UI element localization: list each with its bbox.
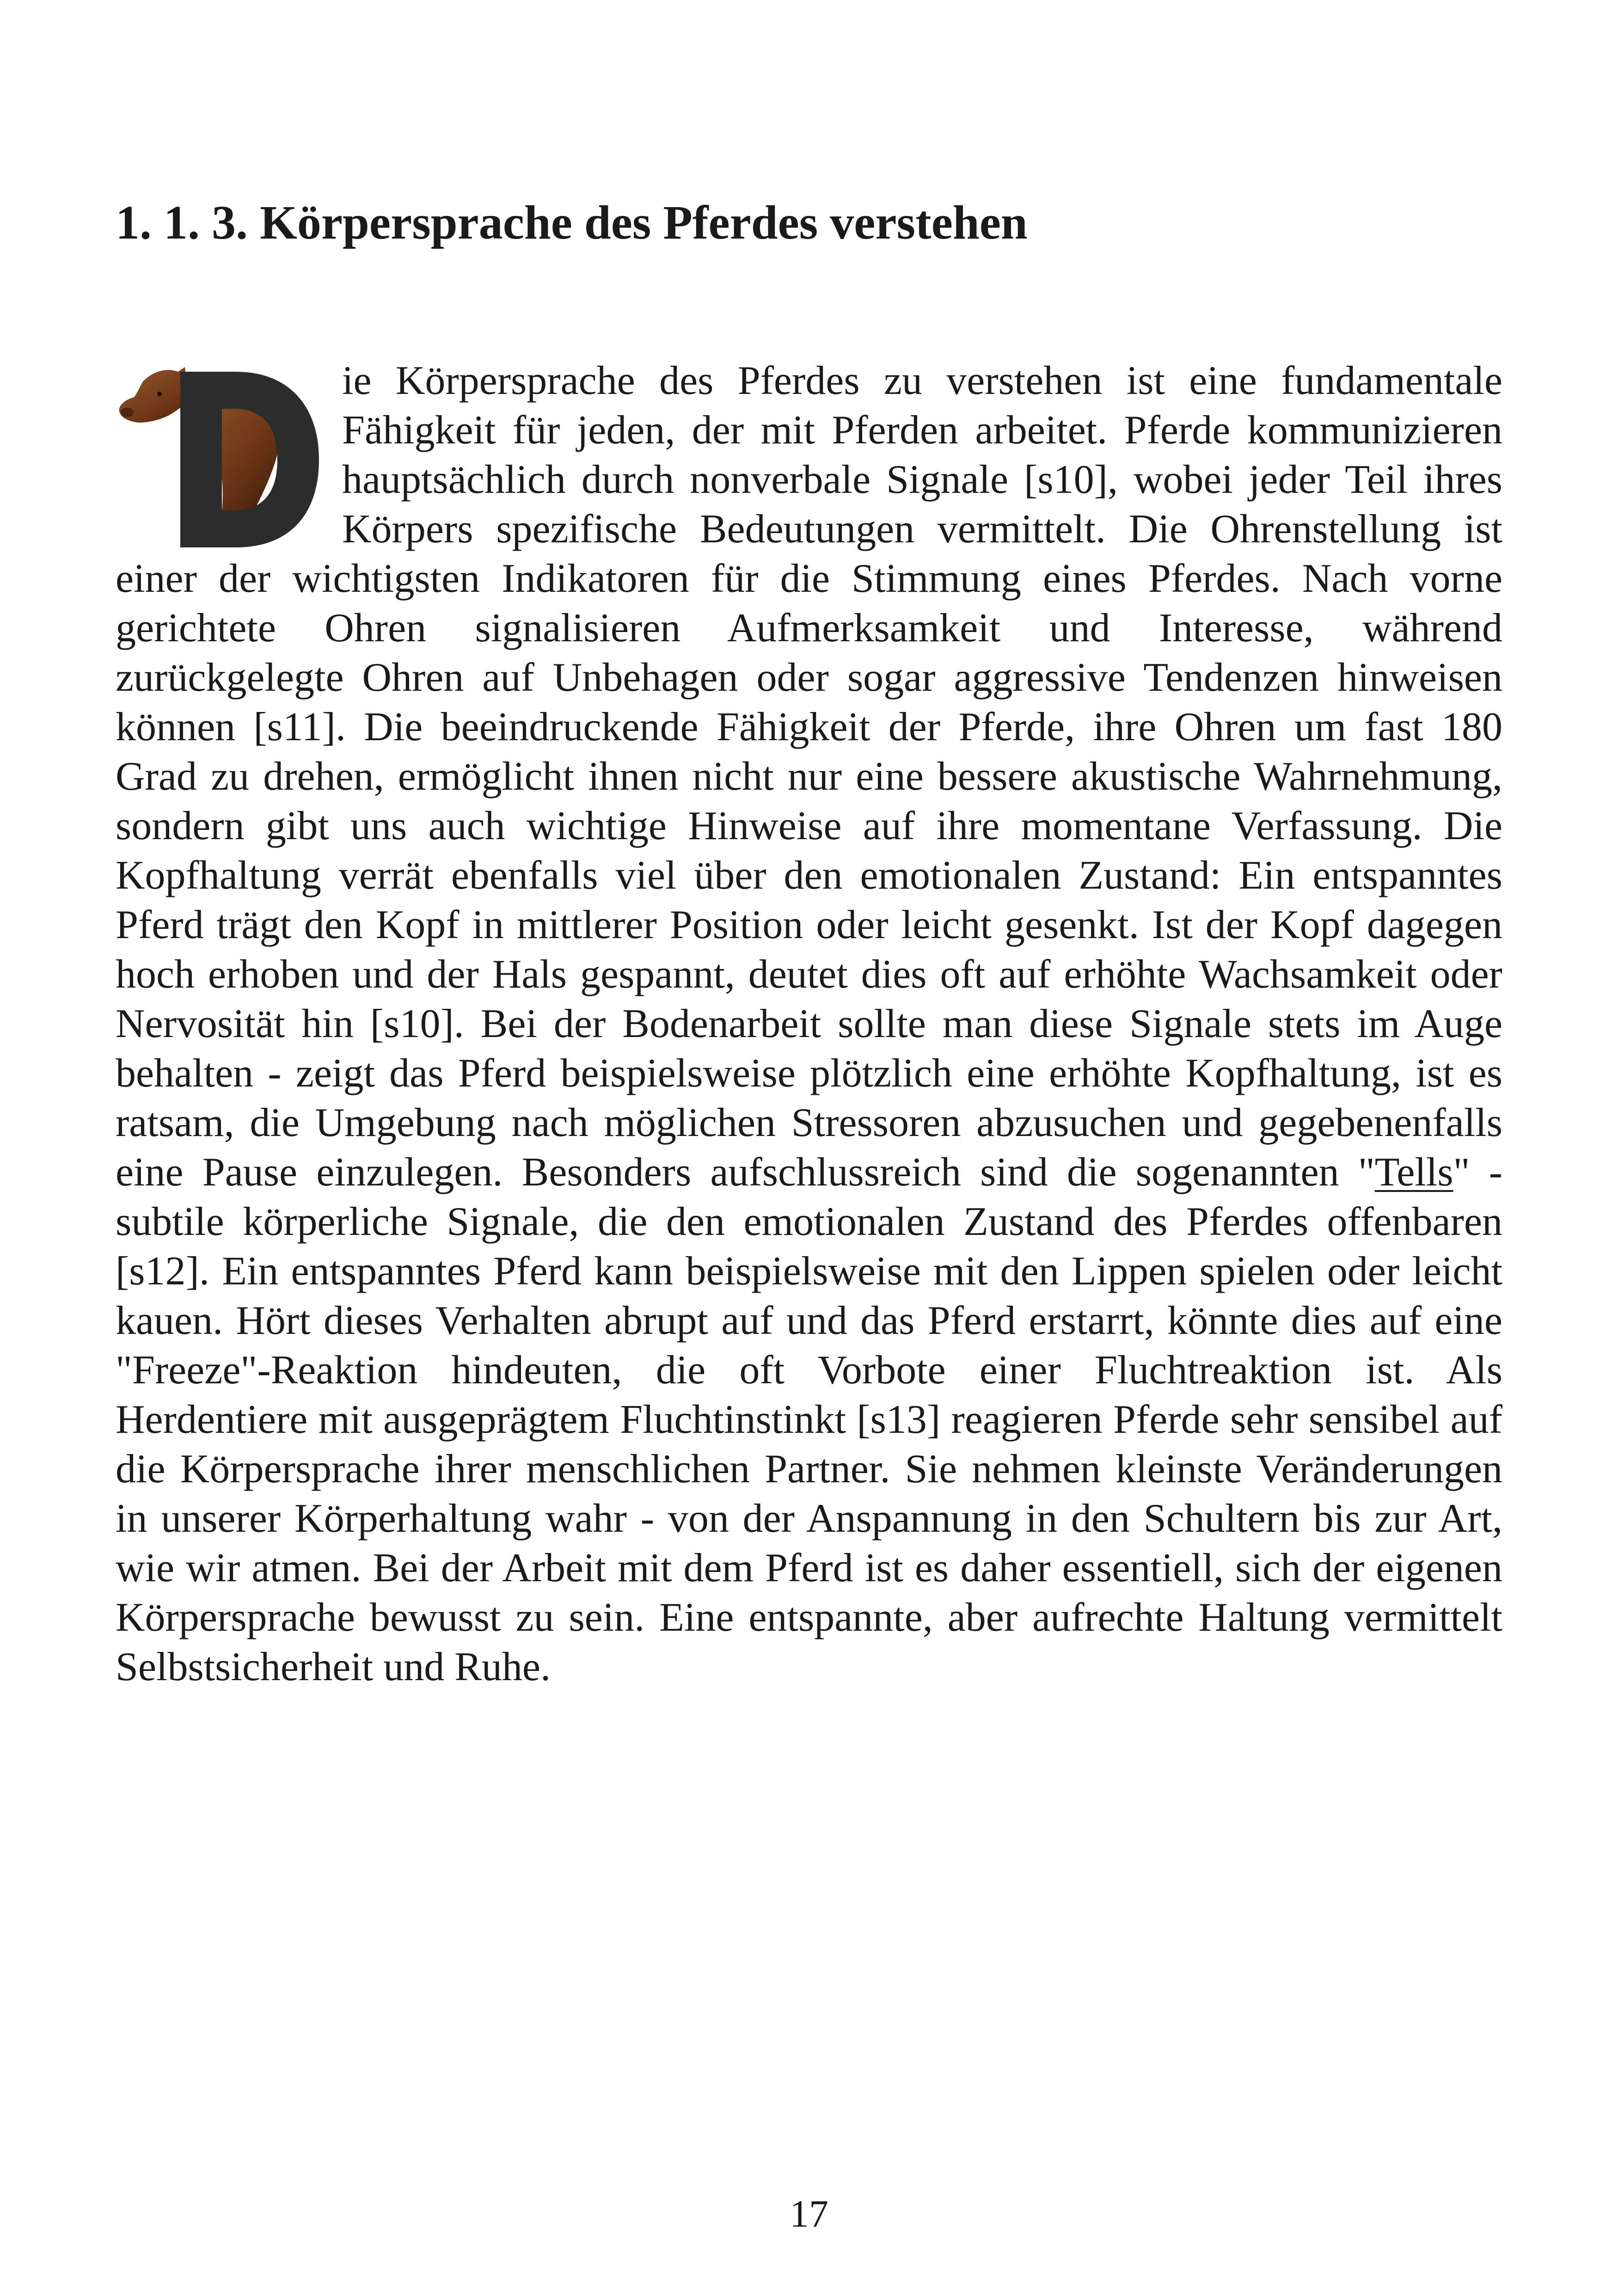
dropcap (116, 353, 333, 550)
body-paragraph (116, 356, 1502, 1692)
tells-link[interactable]: Tells (1374, 1150, 1453, 1195)
horse-icon (116, 353, 333, 550)
section-heading: 1. 1. 3. Körpersprache des Pferdes verstehen (116, 196, 1028, 249)
paragraph-text-part2: " - subtile körperliche Signale, die den emotionalen Zustand des Pferdes offenbaren [s12]. Ein entspanntes Pferd kann beispielsweise mit den Lippen spielen oder leicht kauen. Hört dieses Verhalten abrupt auf und das Pferd erstarrt, könnte dies auf eine "Freeze"-Reaktion hindeuten, die oft Vorbote einer Fluchtreaktion ist. Als Herdentiere mit ausgeprägtem Fluchtinstinkt [s13] reagieren Pferde sehr sensibel auf die Körpersprache ihrer menschlichen Partner. Sie nehmen kleinste Veränderungen in unserer Körperhaltung wahr - von der Anspannung in den Schultern bis zur Art, wie wir atmen. Bei der Arbeit mit dem Pferd ist es daher essentiell, sich der eigenen Körpersprache bewusst zu sein. Eine entspannte, aber aufrechte Haltung vermittelt Selbstsicherheit und Ruhe. (116, 1150, 1502, 1689)
paragraph-text-part1: ie Körpersprache des Pferdes zu verstehen ist eine fundamentale Fähigkeit für jeden, der mit Pferden arbeitet. Pferde kommunizieren hauptsächlich durch nonverbale Signale [s10], wobei jeder Teil ihres Körpers spezifische Bedeutungen vermittelt. Die Ohrenstellung ist einer der wichtigsten Indikatoren für die Stimmung eines Pferdes. Nach vorne gerichtete Ohren signalisieren Aufmerksamkeit und Interesse, während zurückgelegte Ohren auf Unbehagen oder sogar aggressive Tendenzen hinweisen können [s11]. Die beeindruckende Fähigkeit der Pferde, ihre Ohren um fast 180 Grad zu drehen, ermöglicht ihnen nicht nur eine bessere akustische Wahrnehmung, sondern gibt uns auch wichtige Hinweise auf ihre momentane Verfassung. Die Kopfhaltung verrät ebenfalls viel über den emotionalen Zustand: Ein entspanntes Pferd trägt den Kopf in mittlerer Position oder leicht gesenkt. Ist der Kopf dagegen hoch erhoben und der Hals gespannt, deutet dies oft auf erhöhte Wachsamkeit oder Nervosität hin [s10]. Bei der Bodenarbeit sollte man diese Signale stets im Auge behalten - zeigt das Pferd beispielsweise plötzlich eine erhöhte Kopfhaltung, ist es ratsam, die Umgebung nach möglichen Stressoren abzusuchen und gegebenenfalls eine Pause einzulegen. Besonders aufschlussreich sind die sogenannten " (116, 358, 1502, 1195)
page-number: 17 (790, 2192, 828, 2235)
